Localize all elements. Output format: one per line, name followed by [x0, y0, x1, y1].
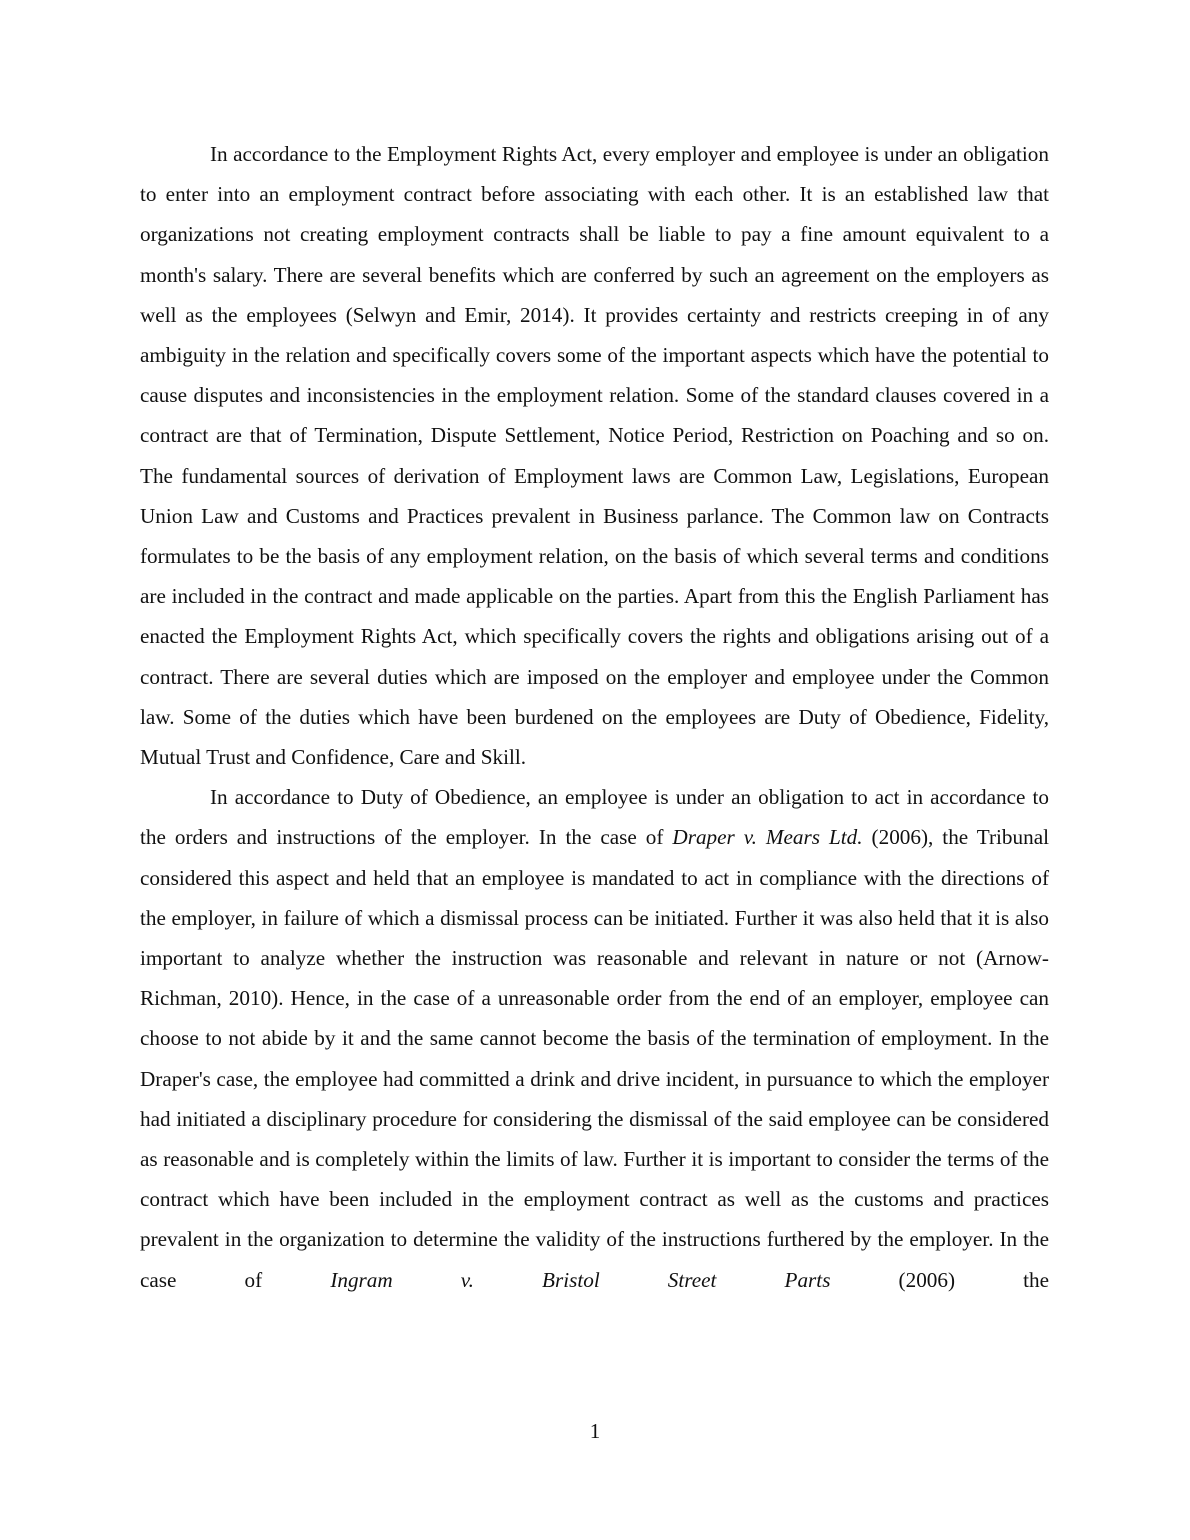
case-citation-draper: Draper v. Mears Ltd. — [672, 825, 863, 850]
paragraph-text-segment: In accordance to Duty of Obedience, an employee is under an obligation to act in accordance to the orders and instructions of the employer. In the case of — [140, 785, 1049, 850]
case-citation-ingram: Ingram v. Bristol Street Parts — [330, 1267, 831, 1292]
page-number: 1 — [589, 1419, 601, 1443]
paragraph-text-segment: (2006) the — [830, 1267, 1050, 1292]
document-body — [140, 134, 1049, 1300]
paragraph-duty-of-obedience — [140, 777, 1049, 1300]
paragraph-text-segment: (2006), the Tribunal considered this aspect and held that an employee is mandated to act in compliance with the directions of the employer, in failure of which a dismissal process can be initiated. Further it was also held that it is also important to analyze whether the instruction was reasonable and relevant in nature or not (Arnow-Richman, 2010). Hence, in the case of a unreasonable order from the end of an employer, employee can choose to not abide by it and the same cannot become the basis of the termination of employment. In the Draper's case, the employee had committed a drink and drive incident, in pursuance to which the employer had initiated a disciplinary procedure for considering the dismissal of the said employee can be considered as reasonable and is completely within the limits of law. Further it is important to consider the terms of the contract which have been included in the employment contract as well as the customs and practices prevalent in the organization to determine the validity of the instructions furthered by the employer. In the case of — [140, 825, 1049, 1292]
paragraph-employment-rights-act: In accordance to the Employment Rights Act, every employer and employee is under an obligation to enter into an employment contract before associating with each other. It is an established law that organizations not creating employment contracts shall be liable to pay a fine amount equivalent to a month's salary. There are several benefits which are conferred by such an agreement on the employers as well as the employees (Selwyn and Emir, 2014). It provides certainty and restricts creeping in of any ambiguity in the relation and specifically covers some of the important aspects which have the potential to cause disputes and inconsistencies in the employment relation. Some of the standard clauses covered in a contract are that of Termination, Dispute Settlement, Notice Period, Restriction on Poaching and so on. The fundamental sources of derivation of Employment laws are Common Law, Legislations, European Union Law and Customs and Practices prevalent in Business parlance. The Common law on Contracts formulates to be the basis of any employment relation, on the basis of which several terms and conditions are included in the contract and made applicable on the parties. Apart from this the English Parliament has enacted the Employment Rights Act, which specifically covers the rights and obligations arising out of a contract. There are several duties which are imposed on the employer and employee under the Common law. Some of the duties which have been burdened on the employees are Duty of Obedience, Fidelity, Mutual Trust and Confidence, Care and Skill. — [140, 142, 1049, 770]
